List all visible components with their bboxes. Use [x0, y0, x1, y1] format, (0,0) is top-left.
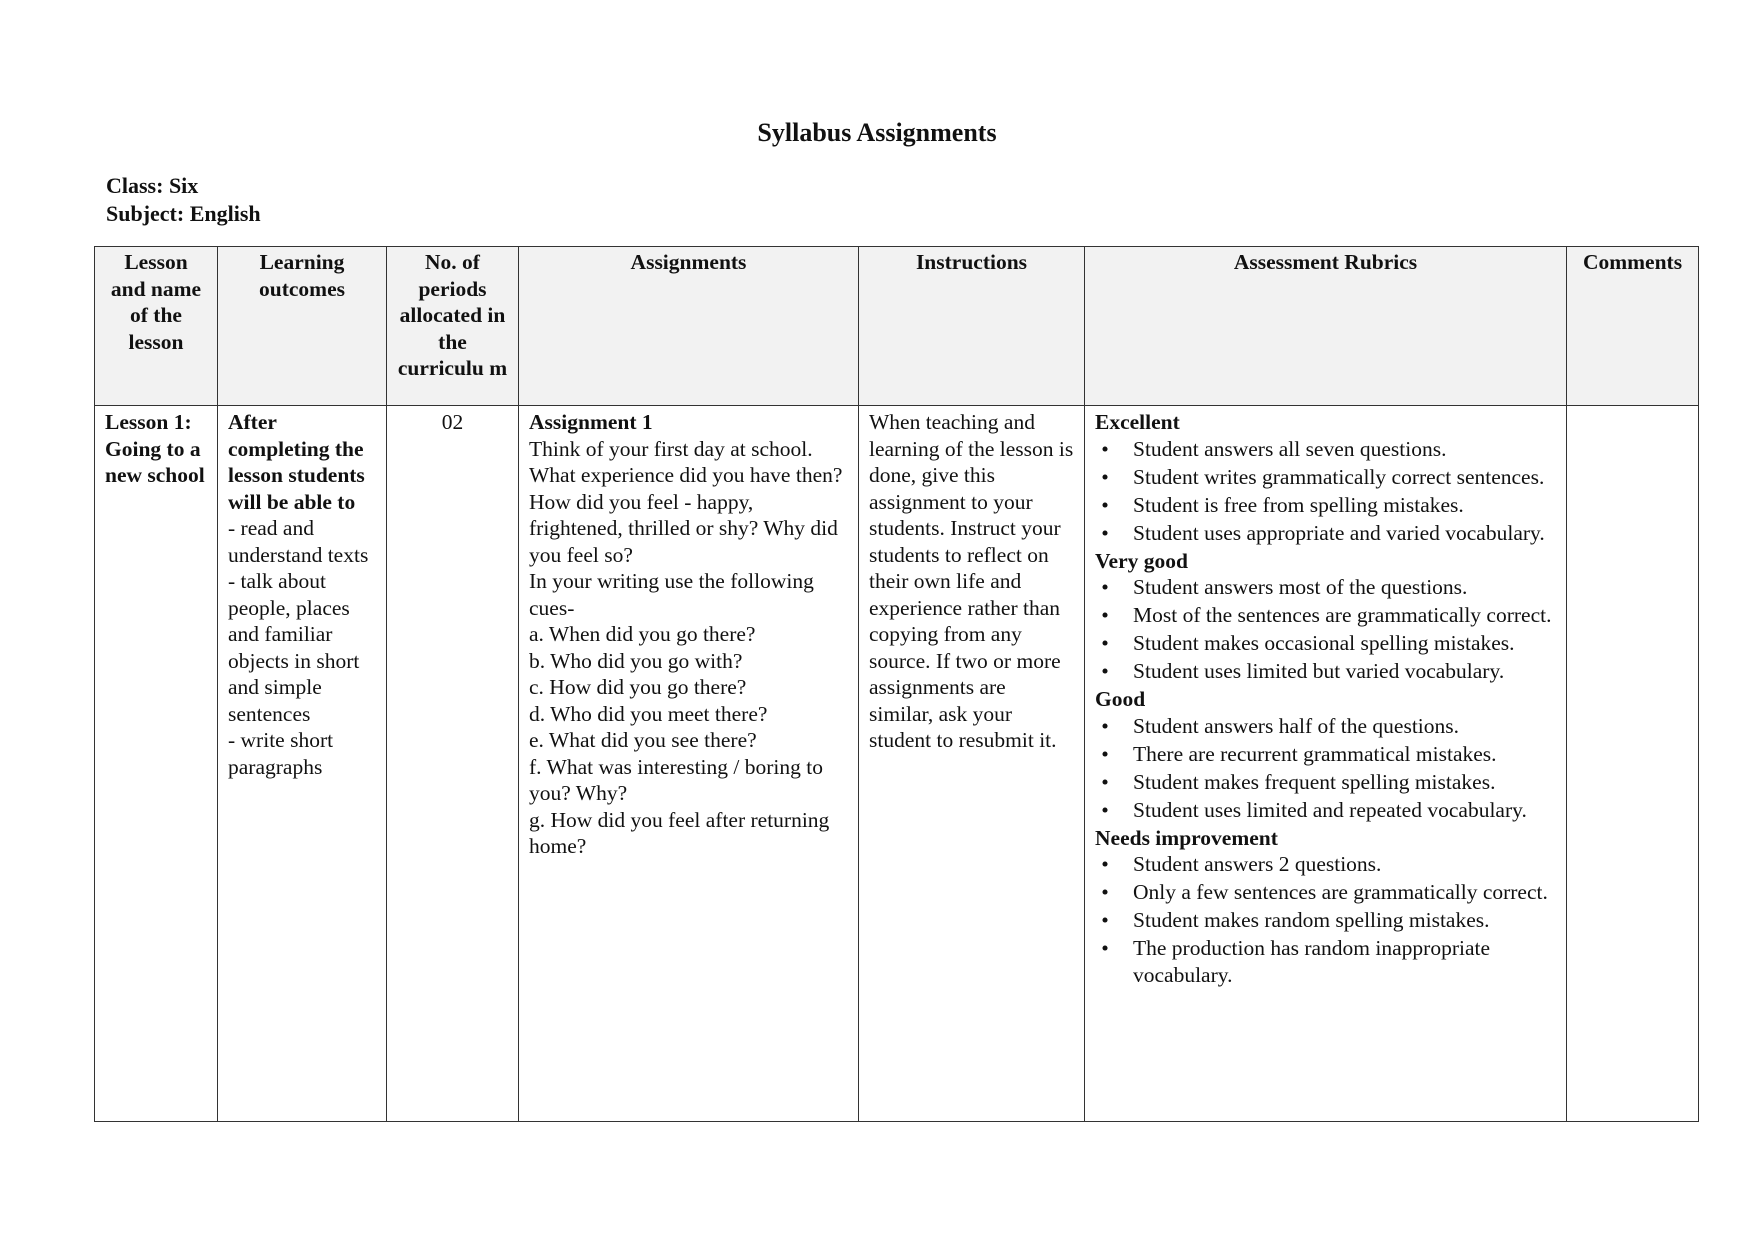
rubric-list-very-good	[1095, 574, 1556, 685]
assignment-cue: d. Who did you meet there?	[529, 701, 768, 726]
rubric-item-text: Student answers most of the questions.	[1133, 575, 1468, 599]
bullet-icon: •	[1101, 659, 1109, 683]
bullet-icon: •	[1101, 464, 1109, 489]
list-item	[1095, 935, 1556, 988]
rubric-level-very-good: Very good	[1095, 548, 1188, 573]
bullet-icon: •	[1101, 936, 1109, 960]
bullet-icon: •	[1101, 908, 1109, 932]
rubric-item-text: Student uses limited and repeated vocabulary.	[1133, 797, 1527, 822]
list-item	[1095, 574, 1556, 601]
assessment-rubrics-cell	[1085, 406, 1567, 1122]
list-item	[1095, 879, 1556, 906]
assignment-cue: g. How did you feel after returning home?	[529, 807, 830, 858]
outcome-item: - write short paragraphs	[228, 728, 334, 779]
rubric-level-good: Good	[1095, 687, 1146, 711]
table-header-row	[95, 247, 1699, 406]
rubric-item-text: Student uses appropriate and varied vocabulary.	[1133, 520, 1545, 545]
comments-cell	[1567, 406, 1699, 1122]
bullet-icon: •	[1101, 797, 1109, 822]
header-assignments: Assignments	[519, 247, 859, 406]
rubric-item-text: Student answers all seven questions.	[1133, 436, 1447, 461]
bullet-icon: •	[1101, 603, 1109, 627]
rubric-item-text: Student writes grammatically correct sentences.	[1133, 464, 1545, 489]
instructions-text: When teaching and learning of the lesson is done, give this assignment to your students. Instruct your students to reflect on their own life and experience rather than copying from any source. If two or more assignments are similar, ask your student to resubmit it.	[869, 410, 1074, 752]
assignments-cell	[519, 406, 859, 1122]
list-item	[1095, 492, 1556, 519]
periods-value: 02	[441, 410, 464, 434]
list-item	[1095, 797, 1556, 824]
list-item	[1095, 713, 1556, 740]
lesson-cell	[95, 406, 218, 1122]
assignment-cue: e. What did you see there?	[529, 728, 757, 752]
bullet-icon: •	[1101, 713, 1109, 738]
rubric-list-good	[1095, 713, 1556, 824]
assignment-cue: a. When did you go there?	[529, 622, 756, 646]
rubric-item-text: There are recurrent grammatical mistakes.	[1133, 741, 1497, 766]
subject-label: Subject: English	[106, 201, 261, 226]
rubric-item-text: Student is free from spelling mistakes.	[1133, 492, 1464, 517]
bullet-icon: •	[1101, 436, 1109, 461]
page-title: Syllabus Assignments	[757, 118, 997, 147]
bullet-icon: •	[1101, 769, 1109, 794]
document-meta	[106, 172, 261, 228]
header-lesson: Lesson and name of the lesson	[95, 247, 218, 406]
list-item	[1095, 602, 1556, 629]
assignment-cue: b. Who did you go with?	[529, 648, 743, 673]
rubric-item-text: Student answers half of the questions.	[1133, 713, 1460, 738]
rubric-item-text: Student uses limited but varied vocabulary.	[1133, 659, 1505, 683]
assignment-cues-intro: In your writing use the following cues-	[529, 569, 814, 620]
rubric-list-excellent	[1095, 436, 1556, 547]
header-periods: No. of periods allocated in the curriculu m	[387, 247, 519, 406]
rubric-list-needs-improvement	[1095, 851, 1556, 988]
lesson-name: Lesson 1: Going to a new school	[105, 410, 205, 487]
list-item	[1095, 851, 1556, 878]
outcomes-intro: After completing the lesson students will be able to	[228, 410, 365, 514]
bullet-icon: •	[1101, 880, 1109, 904]
list-item	[1095, 464, 1556, 491]
list-item	[1095, 436, 1556, 463]
assignment-cue: f. What was interesting / boring to you? Why?	[529, 754, 823, 805]
learning-outcomes-cell	[218, 406, 387, 1122]
outcome-item: - read and understand texts	[228, 516, 369, 567]
header-instructions: Instructions	[859, 247, 1085, 406]
rubric-item-text: Student makes occasional spelling mistakes.	[1133, 631, 1515, 655]
assignment-title: Assignment 1	[529, 410, 653, 434]
syllabus-table	[94, 246, 1699, 1122]
instructions-cell	[859, 406, 1085, 1122]
rubric-item-text: Most of the sentences are grammatically correct.	[1133, 603, 1552, 627]
header-learning-outcomes: Learning outcomes	[218, 247, 387, 406]
list-item	[1095, 769, 1556, 796]
list-item	[1095, 658, 1556, 685]
bullet-icon: •	[1101, 520, 1109, 545]
table-row	[95, 406, 1699, 1122]
rubric-level-excellent: Excellent	[1095, 410, 1180, 434]
rubric-item-text: Student makes random spelling mistakes.	[1133, 908, 1490, 932]
bullet-icon: •	[1101, 492, 1109, 517]
assignment-prompt: Think of your first day at school. What experience did you have then? How did you feel - happy, frightened, thrilled or shy? Why did you feel so?	[529, 436, 843, 567]
list-item	[1095, 907, 1556, 934]
header-comments: Comments	[1567, 247, 1699, 406]
list-item	[1095, 520, 1556, 547]
bullet-icon: •	[1101, 741, 1109, 766]
rubric-level-needs-improvement: Needs improvement	[1095, 825, 1278, 850]
outcome-item: - talk about people, places and familiar objects in short and simple sentences	[228, 569, 360, 726]
assignment-cue: c. How did you go there?	[529, 675, 747, 699]
rubric-item-text: Only a few sentences are grammatically correct.	[1133, 880, 1548, 904]
periods-cell	[387, 406, 519, 1122]
list-item	[1095, 741, 1556, 768]
rubric-item-text: Student makes frequent spelling mistakes.	[1133, 769, 1496, 794]
bullet-icon: •	[1101, 631, 1109, 655]
class-label: Class: Six	[106, 173, 199, 198]
rubric-item-text: The production has random inappropriate vocabulary.	[1133, 936, 1491, 987]
bullet-icon: •	[1101, 575, 1109, 599]
rubric-item-text: Student answers 2 questions.	[1133, 852, 1382, 876]
header-assessment-rubrics: Assessment Rubrics	[1085, 247, 1567, 406]
bullet-icon: •	[1101, 852, 1109, 876]
list-item	[1095, 630, 1556, 657]
